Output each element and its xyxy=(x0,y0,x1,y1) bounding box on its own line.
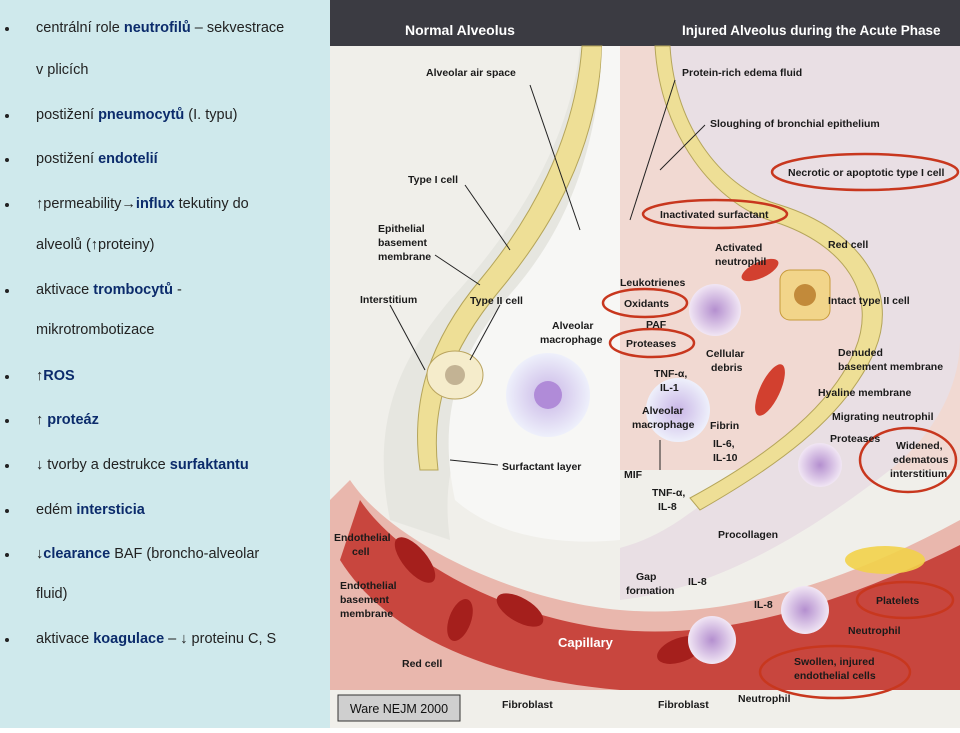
bullet-text-post: – ↓ proteinu C, S xyxy=(164,631,277,647)
bullet-text-pre: aktivace xyxy=(36,282,94,298)
bullet-text xyxy=(36,62,88,78)
bullet-dot xyxy=(5,27,9,31)
label-activated-neutrophil-2: neutrophil xyxy=(715,256,767,268)
type-ii-nucleus xyxy=(445,365,465,385)
bullet-text xyxy=(36,412,99,428)
label-alveolar-macrophage-right-2: macrophage xyxy=(632,419,695,431)
bullet-text xyxy=(36,502,145,518)
platelets-cluster xyxy=(845,546,925,574)
title-normal-alveolus: Normal Alveolus xyxy=(405,22,515,38)
bullet-dot xyxy=(5,509,9,513)
activated-neutrophil-cell xyxy=(689,284,741,336)
label-widened-2: edematous xyxy=(893,454,949,466)
bullet-text-post: - xyxy=(172,282,182,298)
label-alveolar-air-space: Alveolar air space xyxy=(426,67,516,79)
label-il6-il10-2: IL-10 xyxy=(713,452,738,464)
bullet-text-post: (I. typu) xyxy=(184,107,238,123)
label-protein-rich-edema: Protein-rich edema fluid xyxy=(682,67,803,79)
label-cellular-debris-1: Cellular xyxy=(706,348,745,360)
label-red-cell-bottom: Red cell xyxy=(402,658,443,670)
bullet-text-post: BAF (broncho-alveolar xyxy=(110,546,260,562)
bullet-text-pre: postižení xyxy=(36,151,99,167)
label-widened-1: Widened, xyxy=(896,440,943,452)
label-hyaline: Hyaline membrane xyxy=(818,387,912,399)
bullet-text-pre: ↓ tvorby a destrukce xyxy=(36,457,170,473)
bullet-text-pre: ↑ xyxy=(36,368,44,384)
bullet-dot xyxy=(5,289,9,293)
bullet-dot xyxy=(5,464,9,468)
label-intact-type-ii: Intact type II cell xyxy=(828,295,910,307)
bullet-text-pre: aktivace xyxy=(36,631,94,647)
label-il8-b: IL-8 xyxy=(754,599,773,611)
label-endothelial-bm-2: basement xyxy=(340,594,390,606)
bullet-text-bold: influx xyxy=(135,196,175,212)
bullet-text-pre: fluid) xyxy=(36,586,68,602)
bullet-dot xyxy=(5,203,9,207)
bullet-dot xyxy=(5,114,9,118)
bullet-text-bold: endotelií xyxy=(98,151,158,167)
label-fibroblast-right: Fibroblast xyxy=(658,699,709,711)
bullet-text xyxy=(36,457,249,473)
bullet-text xyxy=(36,586,67,602)
bullet-text-bold: proteáz xyxy=(47,412,99,428)
label-activated-neutrophil-1: Activated xyxy=(715,242,763,254)
label-tnf-il1-2: IL-1 xyxy=(660,382,679,394)
label-tnf-il8-2: IL-8 xyxy=(658,501,677,513)
label-migrating-neutrophil: Migrating neutrophil xyxy=(832,411,934,423)
label-red-cell: Red cell xyxy=(828,239,869,251)
label-type-ii-cell: Type II cell xyxy=(470,295,523,307)
neutrophil-bottom-cell xyxy=(688,616,736,664)
label-surfactant-layer: Surfactant layer xyxy=(502,461,582,473)
title-injured-alveolus: Injured Alveolus during the Acute Phase xyxy=(682,23,941,38)
label-epithelial-bm-3: membrane xyxy=(378,251,432,263)
neutrophil-capillary xyxy=(781,586,829,634)
label-denuded-bm-1: Denuded xyxy=(838,347,883,359)
label-proteases-1: Proteases xyxy=(626,338,677,350)
bullet-text xyxy=(36,20,284,36)
label-fibroblast-left: Fibroblast xyxy=(502,699,553,711)
label-capillary: Capillary xyxy=(558,635,613,650)
bullet-text-pre: centrální role xyxy=(36,20,124,36)
label-interstitium: Interstitium xyxy=(360,294,418,306)
bullet-text-pre: alveolů (↑proteiny) xyxy=(36,237,155,253)
label-endothelial-bm-3: membrane xyxy=(340,608,394,620)
bullet-text xyxy=(36,107,237,123)
intact-type-ii-nucleus xyxy=(794,284,816,306)
label-sloughing: Sloughing of bronchial epithelium xyxy=(710,118,880,130)
label-alveolar-macrophage-left-1: Alveolar xyxy=(552,320,594,332)
bullet-text xyxy=(36,322,154,338)
bullet-text-pre: ↑permeability→ xyxy=(36,196,136,212)
bullet-text-bold: neutrofilů xyxy=(123,20,191,36)
label-proteases-2: Proteases xyxy=(830,433,881,445)
label-gap-formation-2: formation xyxy=(626,585,675,597)
macrophage-nucleus xyxy=(534,381,562,409)
label-leukotrienes: Leukotrienes xyxy=(620,277,686,289)
bullet-text-bold: intersticia xyxy=(76,502,145,518)
bullet-text-bold: surfaktantu xyxy=(169,457,249,473)
bullet-text-pre: v plicích xyxy=(36,62,89,78)
label-swollen-2: endothelial cells xyxy=(794,670,876,682)
label-alveolar-macrophage-right-1: Alveolar xyxy=(642,405,684,417)
label-tnf-il1-1: TNF-α, xyxy=(654,368,688,380)
bullet-dot xyxy=(5,553,9,557)
bullet-dot xyxy=(5,158,9,162)
bullet-dot xyxy=(5,638,9,642)
bullet-text xyxy=(36,368,75,384)
credit-text: Ware NEJM 2000 xyxy=(349,702,449,716)
bullet-text-pre: mikrotrombotizace xyxy=(36,322,155,338)
label-cellular-debris-2: debris xyxy=(711,362,743,374)
label-procollagen: Procollagen xyxy=(718,529,779,541)
bullet-text xyxy=(36,151,158,167)
label-necrotic: Necrotic or apoptotic type I cell xyxy=(788,167,945,179)
label-widened-3: interstitium xyxy=(890,468,948,480)
bullet-dot xyxy=(5,375,9,379)
bullet-text-post: tekutiny do xyxy=(174,196,249,212)
label-fibrin: Fibrin xyxy=(710,420,740,432)
label-paf: PAF xyxy=(646,319,667,331)
diagram-panel xyxy=(330,0,960,728)
bullet-text xyxy=(36,237,154,253)
label-type-i-cell: Type I cell xyxy=(408,174,458,186)
bullet-text-bold: pneumocytů xyxy=(98,107,185,123)
bullet-text-bold: trombocytů xyxy=(93,282,173,298)
label-inactivated-surfactant: Inactivated surfactant xyxy=(660,209,769,221)
migrating-neutrophil-cell xyxy=(798,443,842,487)
bullet-text-pre: postižení xyxy=(36,107,99,123)
label-tnf-il8-1: TNF-α, xyxy=(652,487,686,499)
label-endothelial-cell-1: Endothelial xyxy=(334,532,391,544)
label-swollen-1: Swollen, injured xyxy=(794,656,875,668)
bullet-text-bold: koagulace xyxy=(93,631,165,647)
bullet-text-bold: ROS xyxy=(43,368,75,384)
label-oxidants: Oxidants xyxy=(624,298,669,310)
bullet-text-pre: ↑ xyxy=(36,412,48,428)
left-text-panel xyxy=(0,0,330,728)
label-alveolar-macrophage-left-2: macrophage xyxy=(540,334,603,346)
label-denuded-bm-2: basement membrane xyxy=(838,361,944,373)
label-endothelial-bm-1: Endothelial xyxy=(340,580,397,592)
bullet-text xyxy=(36,282,182,298)
bullet-text xyxy=(36,631,276,647)
bullet-text-pre: ↓ xyxy=(36,546,44,562)
label-il6-il10-1: IL-6, xyxy=(713,438,735,450)
label-endothelial-cell-2: cell xyxy=(352,546,370,558)
ards-diagram xyxy=(330,0,960,728)
label-neutrophil-bottom: Neutrophil xyxy=(738,693,791,705)
label-epithelial-bm-1: Epithelial xyxy=(378,223,425,235)
bullet-text-bold: clearance xyxy=(43,546,111,562)
label-platelets: Platelets xyxy=(876,595,920,607)
label-epithelial-bm-2: basement xyxy=(378,237,428,249)
label-mif: MIF xyxy=(624,469,643,481)
bullet-dot xyxy=(5,419,9,423)
bullet-text xyxy=(36,196,249,212)
bullet-text-post: – sekvestrace xyxy=(190,20,285,36)
label-gap-formation-1: Gap xyxy=(636,571,657,583)
label-neutrophil-right: Neutrophil xyxy=(848,625,901,637)
bullet-text-pre: edém xyxy=(36,502,77,518)
label-il8-a: IL-8 xyxy=(688,576,707,588)
bullet-text xyxy=(36,546,259,562)
